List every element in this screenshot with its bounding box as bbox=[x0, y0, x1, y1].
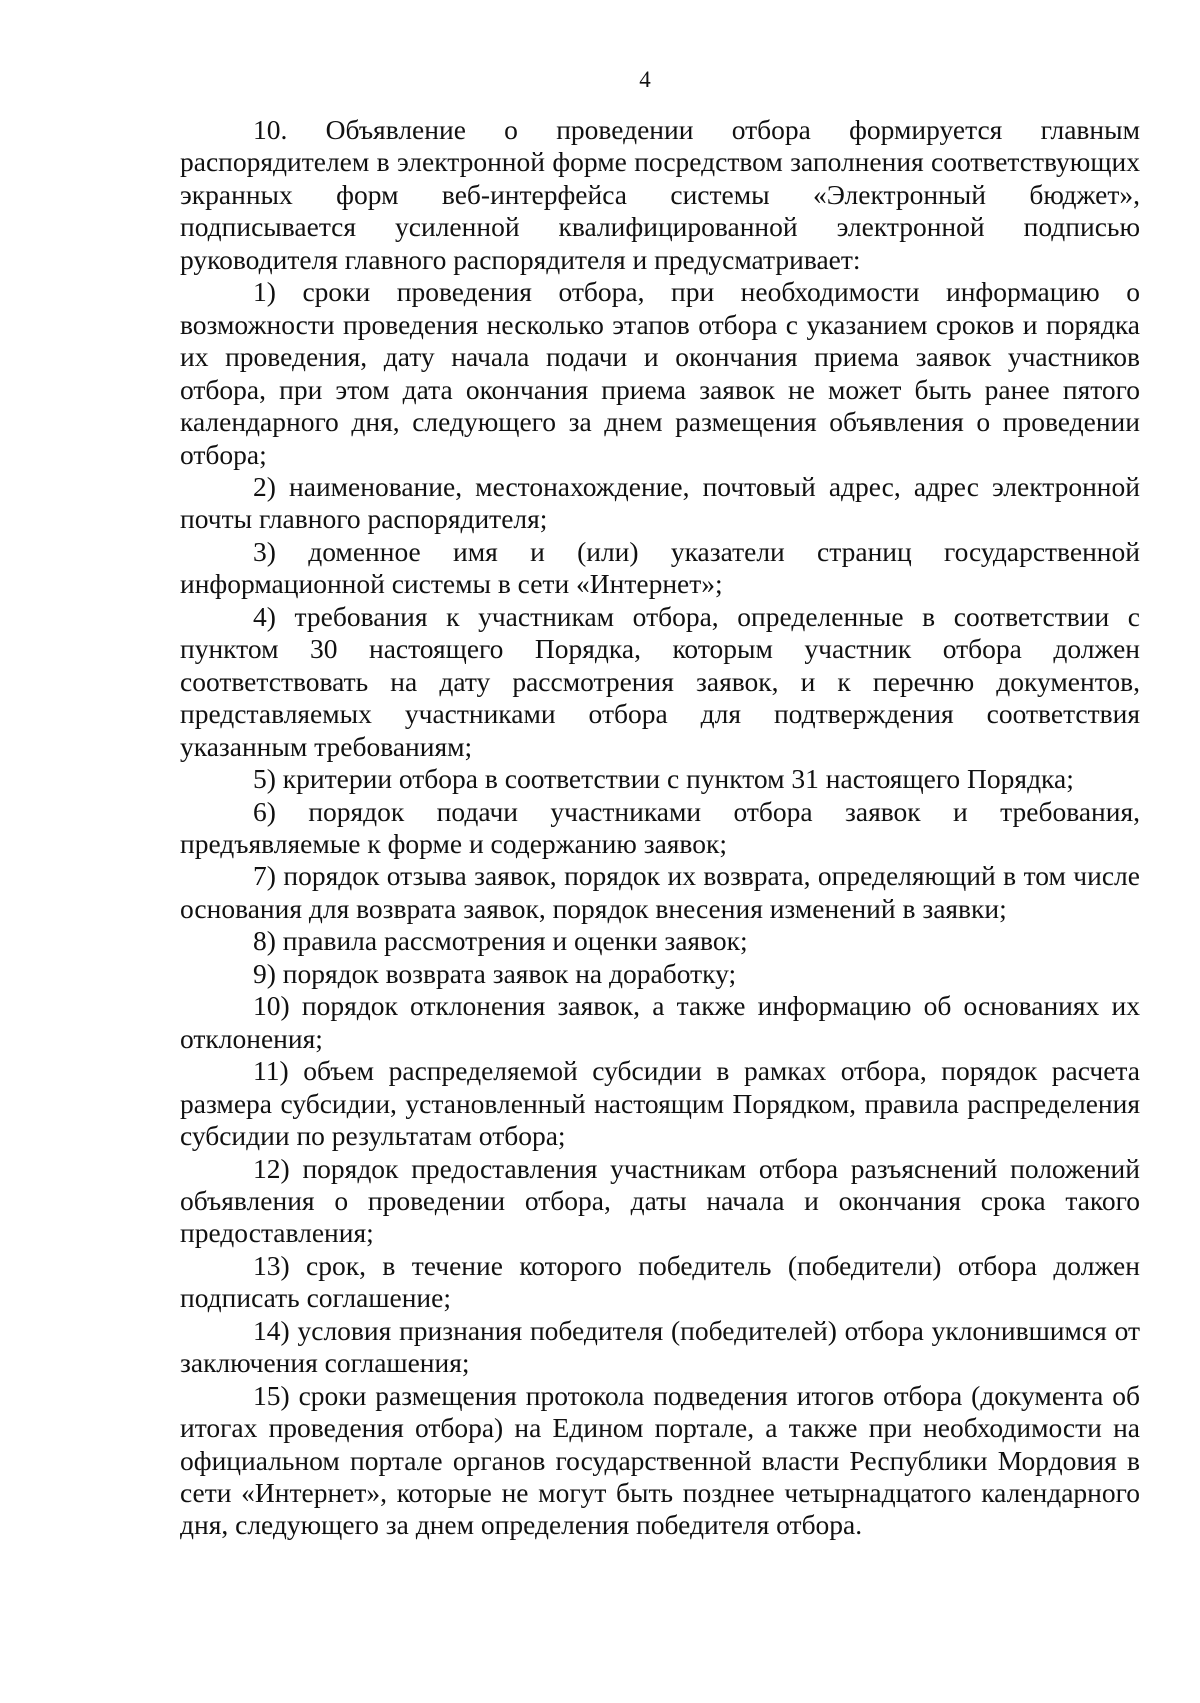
list-item-number: 6) bbox=[253, 795, 309, 827]
list-item-13 bbox=[180, 1250, 1140, 1315]
paragraph-10 bbox=[180, 114, 1140, 276]
list-item-text: критерии отбора в соответствии с пунктом 31 настоящего Порядка; bbox=[282, 763, 1074, 795]
list-item-3 bbox=[180, 536, 1140, 601]
list-item-8 bbox=[180, 925, 1140, 957]
list-item-text: наименование, местонахождение, почтовый адрес, адрес электронной почты главного распорядителя; bbox=[180, 470, 1140, 535]
list-item-14 bbox=[180, 1315, 1140, 1380]
list-item-number: 9) bbox=[253, 957, 283, 989]
list-item-15 bbox=[180, 1380, 1140, 1542]
list-item-12 bbox=[180, 1153, 1140, 1250]
list-item-1 bbox=[180, 276, 1140, 471]
list-item-text: порядок отзыва заявок, порядок их возврата, определяющий в том числе основания для возврата заявок, порядок внесения изменений в заявки; bbox=[180, 860, 1140, 924]
list-item-number: 3) bbox=[253, 535, 309, 567]
list-item-text: порядок возврата заявок на доработку; bbox=[282, 957, 737, 989]
list-item-number: 5) bbox=[253, 763, 283, 795]
list-item-number: 1) bbox=[253, 276, 303, 308]
list-item-5 bbox=[180, 763, 1140, 795]
list-item-number: 14) bbox=[253, 1314, 298, 1346]
list-item-number: 13) bbox=[253, 1249, 307, 1281]
list-item-text: требования к участникам отбора, определенные в соответствии с пунктом 30 настоящего Порядка, которым участник отбора должен соответствовать на дату рассмотрения заявок, и к перечню документов, представляемых участниками отбора для подтверждения соответствия указанным требованиям; bbox=[180, 600, 1140, 762]
list-item-number: 8) bbox=[253, 925, 283, 957]
list-item-text: сроки проведения отбора, при необходимости информацию о возможности проведения несколько этапов отбора с указанием сроков и порядка их проведения, дату начала подачи и окончания приема заявок участников отбора, при этом дата окончания приема заявок не может быть ранее пятого календарного дня, следующего за днем размещения объявления о проведении отбора; bbox=[180, 276, 1140, 470]
list-item-text: сроки размещения протокола подведения итогов отбора (документа об итогах проведения отбора) на Едином портале, а также при необходимости на официальном портале органов государственной власти Республики Мордовия в сети «Интернет», которые не могут быть позднее четырнадцатого календарного дня, следующего за днем определения победителя отбора. bbox=[180, 1379, 1140, 1541]
page-number: 4 bbox=[639, 67, 651, 92]
list-item-10 bbox=[180, 990, 1140, 1055]
paragraph-text: Объявление о проведении отбора формируется главным распорядителем в электронной форме посредством заполнения соответствующих экранных форм веб-интерфейса системы «Электронный бюджет», подписывается усиленной квалифицированной электронной подписью руководителя главного распорядителя и предусматривает: bbox=[180, 114, 1141, 275]
list-item-text: порядок подачи участниками отбора заявок и требования, предъявляемые к форме и содержанию заявок; bbox=[180, 795, 1140, 859]
list-item-11 bbox=[180, 1055, 1140, 1152]
list-item-number: 2) bbox=[253, 470, 290, 502]
list-item-4 bbox=[180, 601, 1140, 763]
list-item-number: 7) bbox=[253, 860, 284, 892]
list-item-2 bbox=[180, 471, 1140, 536]
list-item-9 bbox=[180, 958, 1140, 990]
list-item-7 bbox=[180, 860, 1140, 925]
list-item-number: 10) bbox=[253, 990, 302, 1022]
list-item-text: порядок отклонения заявок, а также информацию об основаниях их отклонения; bbox=[180, 990, 1140, 1054]
list-item-number: 12) bbox=[253, 1152, 303, 1184]
document-body bbox=[180, 114, 1140, 1542]
list-item-text: порядок предоставления участникам отбора разъяснений положений объявления о проведении отбора, даты начала и окончания срока такого предоставления; bbox=[180, 1152, 1140, 1249]
list-item-number: 4) bbox=[253, 600, 295, 632]
list-item-number: 15) bbox=[253, 1379, 299, 1411]
list-item-text: срок, в течение которого победитель (победители) отбора должен подписать соглашение; bbox=[180, 1249, 1140, 1314]
paragraph-number: 10. bbox=[253, 114, 326, 145]
list-item-text: правила рассмотрения и оценки заявок; bbox=[282, 925, 748, 957]
list-item-6 bbox=[180, 796, 1140, 861]
list-item-text: условия признания победителя (победителей) отбора уклонившимся от заключения соглашения; bbox=[180, 1314, 1140, 1379]
list-item-number: 11) bbox=[253, 1055, 304, 1087]
list-item-text: объем распределяемой субсидии в рамках отбора, порядок расчета размера субсидии, установленный настоящим Порядком, правила распределения субсидии по результатам отбора; bbox=[180, 1055, 1140, 1152]
list-item-text: доменное имя и (или) указатели страниц государственной информационной системы в сети «Интернет»; bbox=[180, 535, 1140, 600]
